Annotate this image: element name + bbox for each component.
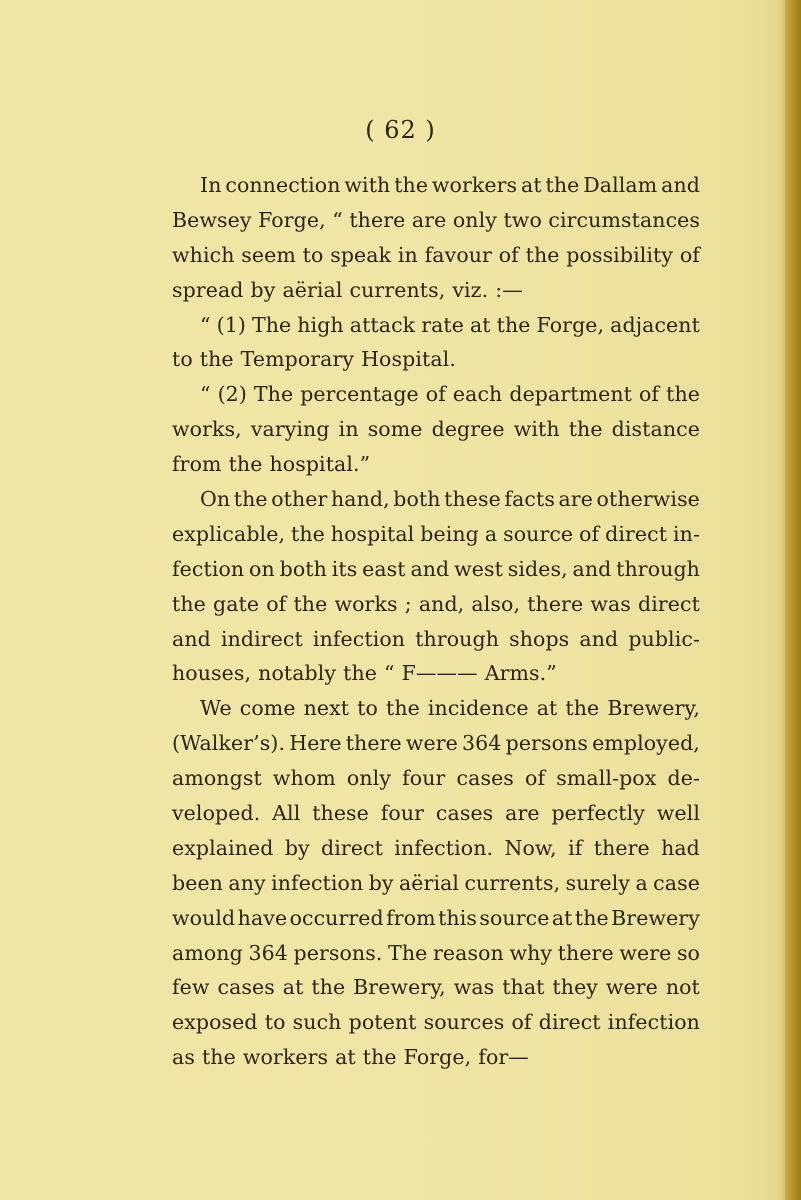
text-line (172, 342, 700, 377)
word: “ (332, 207, 343, 232)
word: Forge, (258, 207, 326, 232)
word: department (509, 382, 632, 407)
word: degree (431, 417, 505, 442)
word: persons. (293, 940, 383, 965)
page-number: ( 62 ) (365, 116, 436, 144)
word: the (362, 1045, 397, 1070)
word: to (172, 347, 193, 372)
word: the (574, 905, 609, 930)
word: surely (565, 870, 631, 895)
word: shops (509, 626, 570, 651)
word: sides, (507, 556, 568, 581)
word: facts (504, 487, 555, 512)
word: were (405, 731, 458, 756)
word: to (302, 242, 324, 267)
text-line (172, 517, 700, 552)
word: the (233, 487, 268, 512)
word: of (266, 591, 287, 616)
word: being (420, 521, 479, 546)
word: otherwise (596, 487, 700, 512)
word: The (388, 940, 428, 965)
text-line (172, 970, 700, 1005)
word: distance (611, 417, 700, 442)
word: viz. (452, 277, 489, 302)
word: and (661, 173, 700, 197)
word: The (251, 312, 292, 337)
word: Now, (504, 835, 557, 860)
text-line (172, 412, 700, 447)
word: of (679, 242, 700, 267)
text-line (172, 482, 700, 517)
word: by (284, 835, 310, 860)
text-line (172, 901, 700, 936)
word: workers (242, 1045, 329, 1070)
word: the (199, 347, 234, 372)
word: public- (628, 626, 700, 651)
text-line (172, 1005, 700, 1040)
word: In (200, 173, 222, 197)
word: favour (424, 242, 492, 267)
word: any (228, 870, 266, 895)
word: explained (172, 835, 274, 860)
word: 364 (462, 731, 502, 756)
word: from (172, 452, 222, 477)
word: explicable, (172, 521, 286, 546)
word: indirect (220, 626, 303, 651)
word: speak (330, 242, 392, 267)
text-line (172, 761, 700, 796)
word: :— (495, 277, 523, 302)
word: the (311, 975, 346, 1000)
word: not (665, 975, 700, 1000)
word: a (635, 870, 648, 895)
word: attack (349, 312, 416, 337)
word: other (271, 487, 328, 512)
word: “ (200, 382, 211, 407)
word: these (312, 801, 369, 826)
text-line (172, 656, 700, 691)
word: there (557, 940, 614, 965)
word: percentage (300, 382, 419, 407)
word: direct (605, 521, 668, 546)
word: “ (200, 312, 211, 337)
word: hand, (330, 487, 390, 512)
word: veloped. (172, 801, 261, 826)
text-line (172, 622, 700, 657)
word: are (411, 207, 447, 232)
word: varying (250, 417, 330, 442)
word: the (568, 417, 603, 442)
word: such (292, 1010, 342, 1035)
word: hospital.” (269, 452, 371, 477)
word: case (653, 870, 700, 895)
word: The (253, 382, 294, 407)
word: seem (241, 242, 296, 267)
word: there (527, 591, 584, 616)
word: of (525, 766, 546, 791)
word: Forge, (403, 1045, 472, 1070)
word: few (172, 975, 210, 1000)
word: infection (271, 870, 364, 895)
word: through (415, 626, 499, 651)
word: (Walker’s). (172, 731, 286, 756)
word: also, (471, 591, 521, 616)
word: the (343, 661, 377, 686)
word: cases (217, 975, 275, 1000)
word: currents, (464, 870, 561, 895)
word: which (172, 242, 235, 267)
word: Brewery (611, 905, 700, 930)
word: hospital (330, 521, 415, 546)
word: for— (478, 1045, 529, 1070)
word: of (511, 1010, 532, 1035)
text-line (172, 726, 700, 761)
word: if (568, 835, 583, 860)
word: occurred (289, 905, 384, 930)
word: by (250, 277, 276, 302)
word: this (438, 905, 477, 930)
text-line (172, 273, 700, 308)
word: the (394, 173, 429, 197)
text-line (172, 552, 700, 587)
word: the (172, 591, 206, 616)
word: of (579, 521, 600, 546)
word: and, (418, 591, 465, 616)
word: the (385, 696, 420, 721)
word: been (172, 870, 223, 895)
word: at (335, 1045, 356, 1070)
word: there (593, 835, 650, 860)
word: workers (431, 173, 518, 197)
word: the (565, 696, 600, 721)
word: some (367, 417, 423, 442)
word: so (676, 940, 700, 965)
word: “ (383, 661, 395, 686)
word: connection (225, 173, 341, 197)
word: from (386, 905, 436, 930)
word: of (498, 242, 519, 267)
word: and (572, 556, 612, 581)
word: source (479, 905, 550, 930)
word: at (282, 975, 304, 1000)
word: persons (505, 731, 588, 756)
word: amongst (172, 766, 262, 791)
word: currents, (349, 277, 446, 302)
word: as (172, 1045, 195, 1070)
text-line (172, 203, 700, 238)
word: well (656, 801, 700, 826)
text-line (172, 796, 700, 831)
text-line (172, 168, 700, 203)
text-line (172, 691, 700, 726)
word: aërial (398, 870, 460, 895)
word: there (345, 731, 402, 756)
word: at (536, 696, 558, 721)
word: among (172, 940, 243, 965)
word: direct (538, 1010, 601, 1035)
word: sources (423, 1010, 505, 1035)
word: through (616, 556, 700, 581)
word: with (513, 417, 560, 442)
text-line (172, 936, 700, 971)
word: and (172, 626, 211, 651)
word: We (200, 696, 232, 721)
word: would (172, 905, 236, 930)
word: direct (638, 591, 700, 616)
word: incidence (427, 696, 529, 721)
text-line (172, 447, 700, 482)
word: why (509, 940, 553, 965)
word: by (368, 870, 394, 895)
word: gate (212, 591, 260, 616)
word: the (228, 452, 263, 477)
word: was (453, 975, 495, 1000)
word: was (590, 591, 631, 616)
word: each (452, 382, 503, 407)
word: and (579, 626, 619, 651)
word: de- (667, 766, 700, 791)
word: works, (172, 417, 242, 442)
word: these (444, 487, 501, 512)
word: east (362, 556, 406, 581)
word: of (425, 382, 446, 407)
word: are (505, 801, 540, 826)
word: Dallam (583, 173, 658, 197)
word: to (357, 696, 378, 721)
word: come (239, 696, 296, 721)
word: at (521, 173, 542, 197)
word: circumstances (548, 207, 700, 232)
word: Forge, (536, 312, 605, 337)
word: infection (312, 626, 406, 651)
word: exposed (172, 1010, 258, 1035)
word: to (264, 1010, 286, 1035)
word: F——— (401, 661, 478, 686)
word: were (619, 940, 672, 965)
text-line (172, 377, 700, 412)
text-line (172, 587, 700, 622)
word: ; (404, 591, 412, 616)
word: Arms.” (484, 661, 557, 686)
word: infection (607, 1010, 700, 1035)
word: houses, (172, 661, 252, 686)
word: both (393, 487, 441, 512)
word: west (454, 556, 503, 581)
text-line (172, 308, 700, 343)
word: (1) (216, 312, 246, 337)
word: only (346, 766, 392, 791)
text-line (172, 866, 700, 901)
word: the (496, 312, 531, 337)
word: at (469, 312, 491, 337)
text-line (172, 831, 700, 866)
text-line (172, 1040, 700, 1075)
word: source (503, 521, 574, 546)
word: at (551, 905, 573, 930)
word: are (558, 487, 593, 512)
word: possibility (566, 242, 674, 267)
word: in (338, 417, 359, 442)
word: on (249, 556, 275, 581)
page-edge-strip (785, 0, 801, 1200)
word: only (452, 207, 497, 232)
word: next (303, 696, 350, 721)
word: cases (435, 801, 494, 826)
word: reason (433, 940, 504, 965)
text-line (172, 238, 700, 273)
word: rate (421, 312, 464, 337)
word: Hospital. (361, 347, 456, 372)
word: Bewsey (172, 207, 252, 232)
word: Brewery, (353, 975, 446, 1000)
word: notably (258, 661, 337, 686)
word: whom (272, 766, 336, 791)
word: adjacent (610, 312, 700, 337)
word: (2) (217, 382, 247, 407)
word: the (290, 521, 325, 546)
word: the (545, 173, 580, 197)
word: and (410, 556, 450, 581)
word: had (661, 835, 700, 860)
word: the (201, 1045, 236, 1070)
word: its (331, 556, 358, 581)
word: potent (348, 1010, 417, 1035)
word: small-pox (556, 766, 657, 791)
word: they (552, 975, 598, 1000)
word: in- (673, 521, 700, 546)
word: four (402, 766, 446, 791)
word: cases (456, 766, 514, 791)
word: both (279, 556, 327, 581)
word: 364 (248, 940, 288, 965)
word: of (638, 382, 660, 407)
word: that (502, 975, 545, 1000)
word: were (605, 975, 658, 1000)
word: Temporary (240, 347, 355, 372)
word: the (666, 382, 700, 407)
body-text (172, 168, 700, 1075)
word: direct (321, 835, 383, 860)
word: a (484, 521, 498, 546)
word: the (293, 591, 328, 616)
word: spread (172, 277, 244, 302)
word: in (397, 242, 418, 267)
word: On (200, 487, 231, 512)
word: employed, (592, 731, 700, 756)
page-edge-shadow (777, 0, 785, 1200)
word: infection. (394, 835, 494, 860)
word: All (272, 801, 301, 826)
word: aërial (282, 277, 343, 302)
word: there (349, 207, 406, 232)
word: Here (289, 731, 342, 756)
word: two (503, 207, 542, 232)
word: fection (172, 556, 245, 581)
word: four (380, 801, 425, 826)
word: Brewery, (607, 696, 700, 721)
word: have (237, 905, 288, 930)
word: works (334, 591, 398, 616)
word: perfectly (551, 801, 645, 826)
word: with (344, 173, 391, 197)
word: high (297, 312, 344, 337)
word: the (525, 242, 560, 267)
